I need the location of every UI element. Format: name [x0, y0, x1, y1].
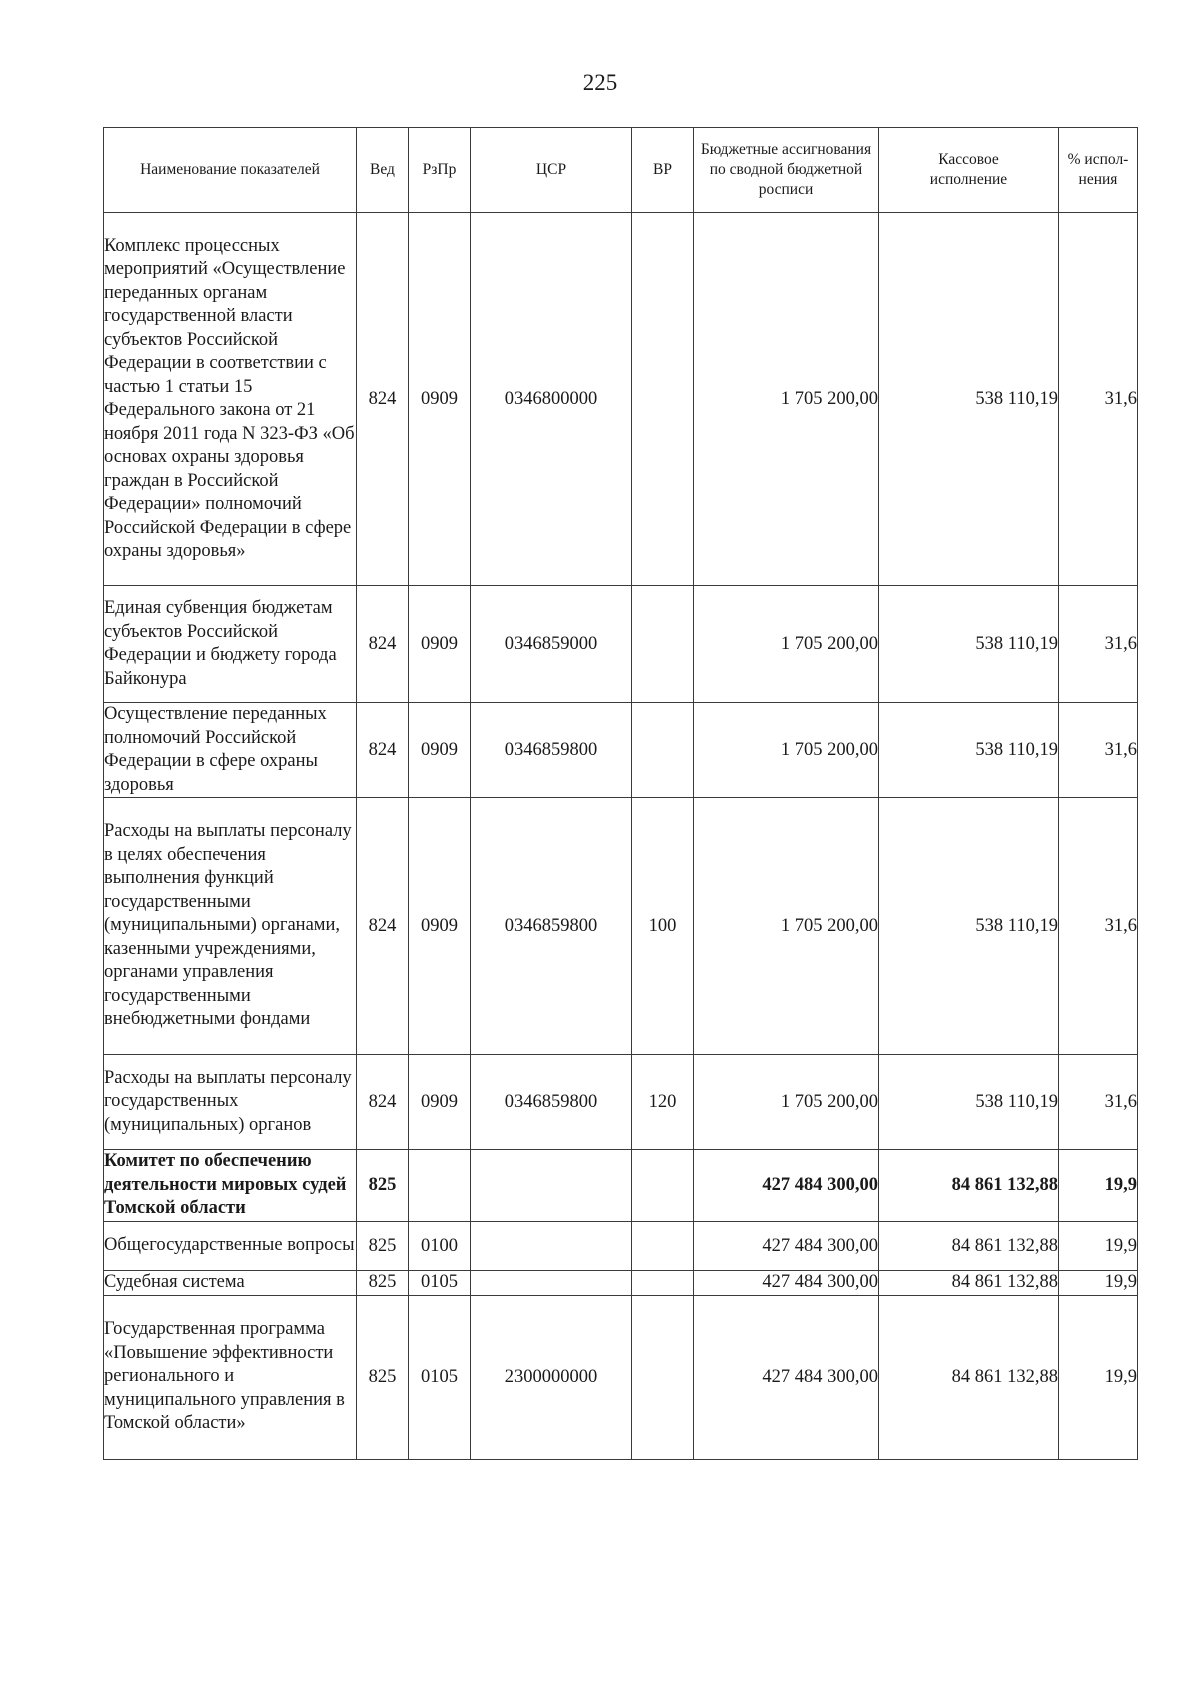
row-csr: 2300000000 — [471, 1295, 632, 1459]
row-vr: 120 — [632, 1055, 694, 1150]
row-assignments: 1 705 200,00 — [694, 213, 879, 586]
row-cash-execution: 84 861 132,88 — [879, 1295, 1059, 1459]
row-ved: 824 — [357, 703, 409, 798]
row-percent: 19,9 — [1059, 1150, 1138, 1222]
row-vr — [632, 1271, 694, 1296]
row-ved: 825 — [357, 1271, 409, 1296]
row-cash-execution: 538 110,19 — [879, 798, 1059, 1055]
row-cash-execution: 538 110,19 — [879, 703, 1059, 798]
table-header-row — [104, 128, 1138, 213]
row-csr — [471, 1271, 632, 1296]
table-row — [104, 213, 1138, 586]
budget-execution-table — [103, 127, 1138, 1460]
table-row — [104, 1295, 1138, 1459]
row-percent: 31,6 — [1059, 1055, 1138, 1150]
table-row — [104, 1055, 1138, 1150]
header-percent: % испол-нения — [1059, 128, 1138, 213]
row-percent: 19,9 — [1059, 1295, 1138, 1459]
row-name: Расходы на выплаты персоналу в целях обеспечения выполнения функций государственными (муниципальными) органами, казенными учреждениями, органами управления государственными внебюджетными фондами — [104, 798, 357, 1055]
row-csr: 0346800000 — [471, 213, 632, 586]
row-csr — [471, 1150, 632, 1222]
row-rzpr: 0909 — [409, 1055, 471, 1150]
row-csr: 0346859800 — [471, 798, 632, 1055]
row-vr — [632, 586, 694, 703]
row-csr: 0346859800 — [471, 1055, 632, 1150]
row-cash-execution: 538 110,19 — [879, 586, 1059, 703]
row-name: Судебная система — [104, 1271, 357, 1296]
header-name: Наименование показателей — [104, 128, 357, 213]
row-vr — [632, 213, 694, 586]
page-number: 225 — [582, 70, 618, 95]
table-row — [104, 1222, 1138, 1271]
row-name: Государственная программа «Повышение эффективности регионального и муниципального управления в Томской области» — [104, 1295, 357, 1459]
row-cash-execution: 538 110,19 — [879, 1055, 1059, 1150]
row-name: Комплекс процессных мероприятий «Осуществление переданных органам государственной власти субъектов Российской Федерации в соответствии с частью 1 статьи 15 Федерального закона от 21 ноября 2011 года N 323-ФЗ «Об основах охраны здоровья граждан в Российской Федерации» полномочий Российской Федерации в сфере охраны здоровья» — [104, 213, 357, 586]
row-vr — [632, 703, 694, 798]
row-name: Общегосударственные вопросы — [104, 1222, 357, 1271]
header-ved: Вед — [357, 128, 409, 213]
row-cash-execution: 84 861 132,88 — [879, 1150, 1059, 1222]
row-cash-execution: 84 861 132,88 — [879, 1271, 1059, 1296]
row-name: Единая субвенция бюджетам субъектов Российской Федерации и бюджету города Байконура — [104, 586, 357, 703]
row-assignments: 427 484 300,00 — [694, 1222, 879, 1271]
row-ved: 824 — [357, 798, 409, 1055]
header-cash-execution: Кассовое исполнение — [879, 128, 1059, 213]
row-assignments: 1 705 200,00 — [694, 798, 879, 1055]
row-rzpr: 0909 — [409, 586, 471, 703]
row-csr: 0346859000 — [471, 586, 632, 703]
row-percent: 19,9 — [1059, 1271, 1138, 1296]
table-row — [104, 586, 1138, 703]
row-ved: 825 — [357, 1150, 409, 1222]
header-csr: ЦСР — [471, 128, 632, 213]
table-row — [104, 703, 1138, 798]
row-csr: 0346859800 — [471, 703, 632, 798]
row-ved: 824 — [357, 213, 409, 586]
table-row — [104, 1150, 1138, 1222]
row-cash-execution: 538 110,19 — [879, 213, 1059, 586]
row-ved: 825 — [357, 1222, 409, 1271]
row-assignments: 1 705 200,00 — [694, 1055, 879, 1150]
row-percent: 31,6 — [1059, 213, 1138, 586]
row-csr — [471, 1222, 632, 1271]
row-vr — [632, 1295, 694, 1459]
row-percent: 31,6 — [1059, 798, 1138, 1055]
row-assignments: 427 484 300,00 — [694, 1295, 879, 1459]
row-cash-execution: 84 861 132,88 — [879, 1222, 1059, 1271]
row-rzpr: 0909 — [409, 703, 471, 798]
row-vr: 100 — [632, 798, 694, 1055]
row-rzpr: 0100 — [409, 1222, 471, 1271]
header-rzpr: РзПр — [409, 128, 471, 213]
row-ved: 824 — [357, 586, 409, 703]
row-ved: 824 — [357, 1055, 409, 1150]
row-vr — [632, 1150, 694, 1222]
table-row — [104, 1271, 1138, 1296]
row-name: Расходы на выплаты персоналу государственных (муниципальных) органов — [104, 1055, 357, 1150]
header-vr: ВР — [632, 128, 694, 213]
row-percent: 31,6 — [1059, 703, 1138, 798]
row-assignments: 427 484 300,00 — [694, 1271, 879, 1296]
row-percent: 19,9 — [1059, 1222, 1138, 1271]
row-percent: 31,6 — [1059, 586, 1138, 703]
row-assignments: 427 484 300,00 — [694, 1150, 879, 1222]
row-rzpr: 0909 — [409, 798, 471, 1055]
row-assignments: 1 705 200,00 — [694, 703, 879, 798]
row-assignments: 1 705 200,00 — [694, 586, 879, 703]
row-rzpr: 0105 — [409, 1295, 471, 1459]
row-name: Комитет по обеспечению деятельности мировых судей Томской области — [104, 1150, 357, 1222]
row-rzpr: 0105 — [409, 1271, 471, 1296]
header-assignments: Бюджетные ассигнования по сводной бюджетной росписи — [694, 128, 879, 213]
row-ved: 825 — [357, 1295, 409, 1459]
row-rzpr — [409, 1150, 471, 1222]
row-rzpr: 0909 — [409, 213, 471, 586]
table-row — [104, 798, 1138, 1055]
row-name: Осуществление переданных полномочий Российской Федерации в сфере охраны здоровья — [104, 703, 357, 798]
row-vr — [632, 1222, 694, 1271]
